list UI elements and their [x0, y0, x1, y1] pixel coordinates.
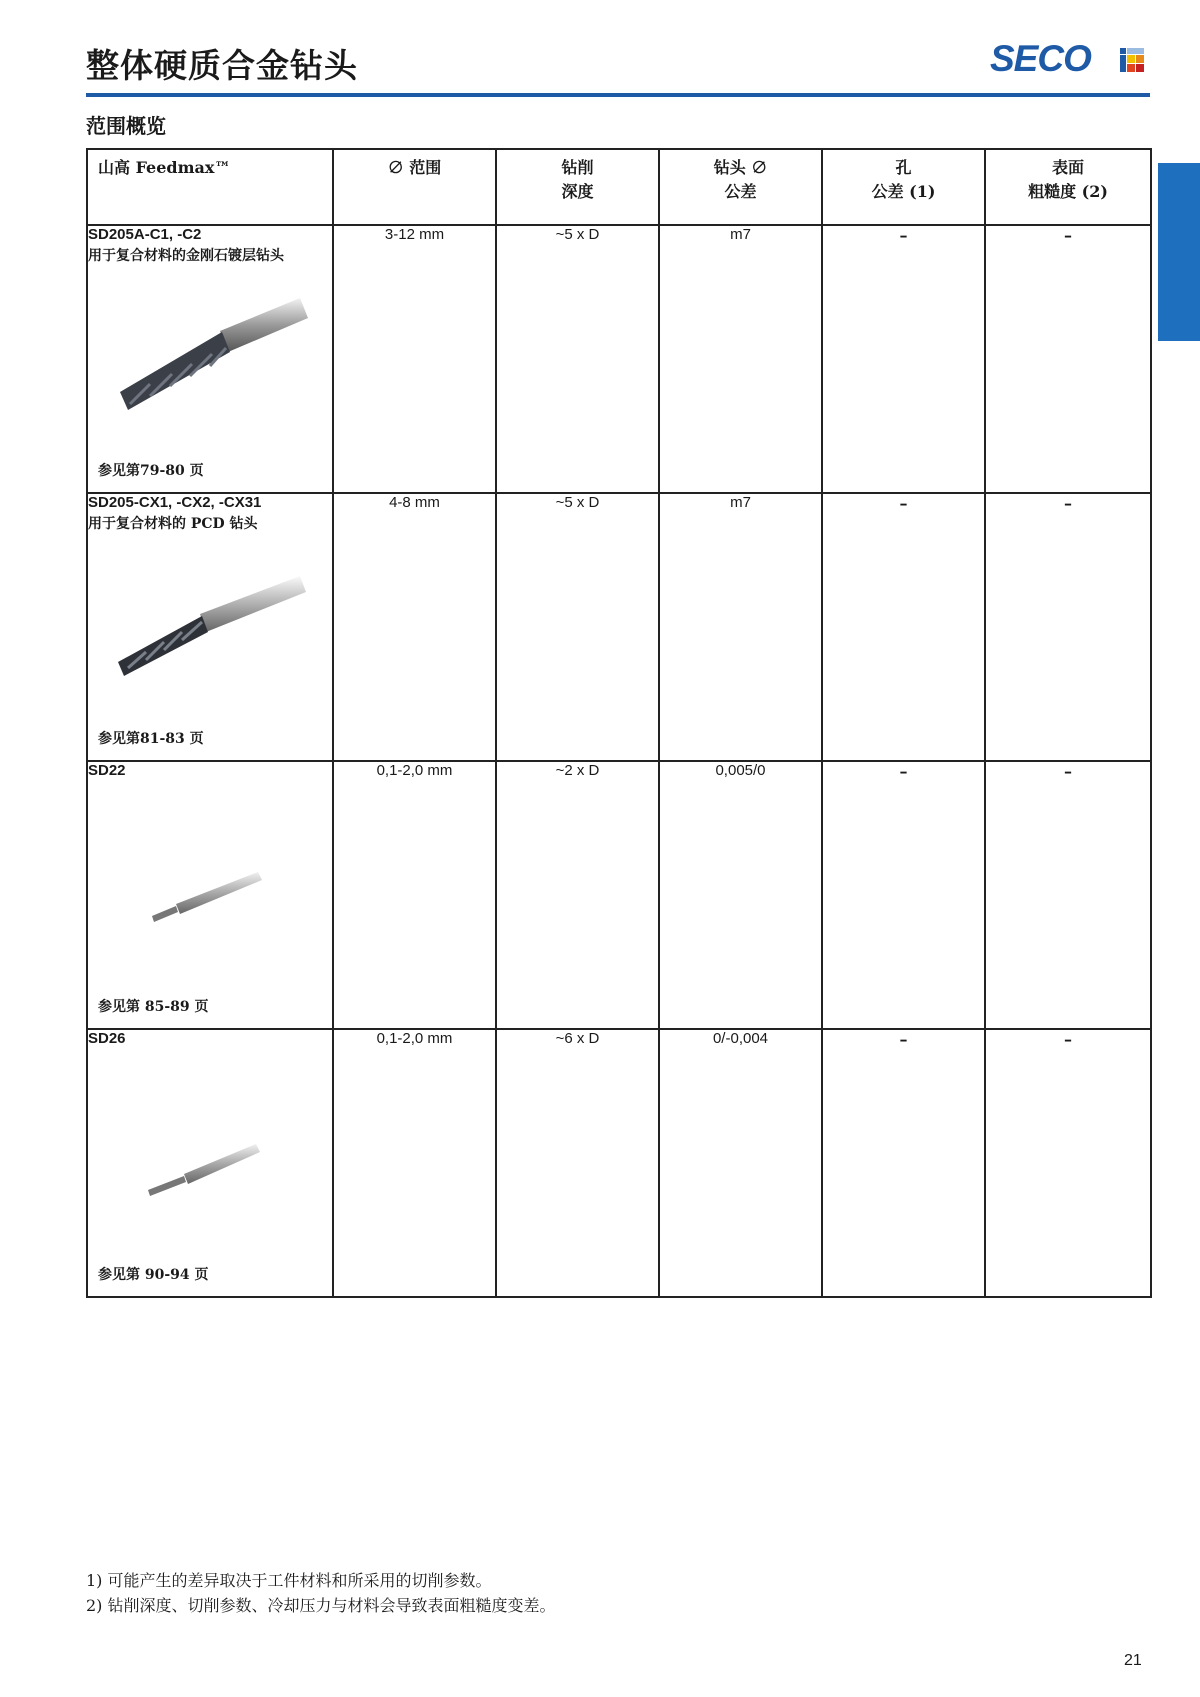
product-name: SD22	[88, 762, 126, 779]
hole-tolerance-value: –	[822, 1029, 985, 1297]
table-row	[87, 493, 1151, 761]
page-number: 21	[1124, 1652, 1142, 1669]
surface-roughness-value: –	[985, 761, 1151, 1029]
tolerance-value: m7	[659, 493, 822, 761]
page-title: 整体硬质合金钻头	[86, 46, 358, 85]
depth-value: ~6 x D	[496, 1029, 659, 1297]
table-row	[87, 225, 1151, 493]
product-cell	[87, 225, 333, 493]
drill-image-icon	[144, 1140, 264, 1200]
header-range: ∅ 范围	[333, 149, 496, 225]
tolerance-value: m7	[659, 225, 822, 493]
range-value: 0,1-2,0 mm	[333, 1029, 496, 1297]
table-row	[87, 1029, 1151, 1297]
depth-value: ~2 x D	[496, 761, 659, 1029]
depth-value: ~5 x D	[496, 493, 659, 761]
seco-logo	[990, 38, 1148, 79]
product-name: SD205-CX1, -CX2, -CX31	[88, 494, 262, 511]
table-row	[87, 761, 1151, 1029]
footnote-1: 1) 可能产生的差异取决于工件材料和所采用的切削参数。	[86, 1571, 492, 1590]
page-reference: 参见第81-83 页	[98, 731, 204, 747]
product-description: 用于复合材料的金刚石镀层钻头	[88, 248, 284, 264]
surface-roughness-value: –	[985, 225, 1151, 493]
hole-tolerance-value: –	[822, 761, 985, 1029]
surface-roughness-value: –	[985, 1029, 1151, 1297]
section-subtitle: 范围概览	[86, 114, 166, 138]
hole-tolerance-value: –	[822, 225, 985, 493]
header-depth: 钻削 深度	[496, 149, 659, 225]
product-description: 用于复合材料的 PCD 钻头	[88, 516, 258, 532]
header-drill-tolerance: 钻头 ∅ 公差	[659, 149, 822, 225]
side-index-tab	[1158, 163, 1200, 341]
hole-tolerance-value: –	[822, 493, 985, 761]
range-overview-table	[86, 148, 1152, 1298]
product-name: SD26	[88, 1030, 126, 1047]
tolerance-value: 0,005/0	[659, 761, 822, 1029]
range-value: 3-12 mm	[333, 225, 496, 493]
footnotes	[86, 1568, 556, 1618]
drill-image-icon	[146, 868, 266, 928]
surface-roughness-value: –	[985, 493, 1151, 761]
product-cell	[87, 1029, 333, 1297]
header-hole-tolerance: 孔 公差 (1)	[822, 149, 985, 225]
header-surface-roughness: 表面 粗糙度 (2)	[985, 149, 1151, 225]
header-product: 山高 Feedmax™	[87, 149, 333, 225]
logo-wordmark: SECO	[990, 38, 1091, 79]
table-header-row	[87, 149, 1151, 225]
footnote-2: 2) 钻削深度、切削参数、冷却压力与材料会导致表面粗糙度变差。	[86, 1596, 556, 1615]
product-cell	[87, 493, 333, 761]
page-reference: 参见第 85-89 页	[98, 999, 209, 1015]
tolerance-value: 0/-0,004	[659, 1029, 822, 1297]
drill-image-icon	[110, 574, 310, 684]
product-cell	[87, 761, 333, 1029]
logo-mark-icon	[1120, 48, 1144, 72]
range-value: 4-8 mm	[333, 493, 496, 761]
range-value: 0,1-2,0 mm	[333, 761, 496, 1029]
page-reference: 参见第79-80 页	[98, 463, 204, 479]
page-reference: 参见第 90-94 页	[98, 1267, 209, 1283]
product-name: SD205A-C1, -C2	[88, 226, 202, 243]
header-rule	[86, 93, 1150, 97]
drill-image-icon	[110, 296, 310, 416]
depth-value: ~5 x D	[496, 225, 659, 493]
